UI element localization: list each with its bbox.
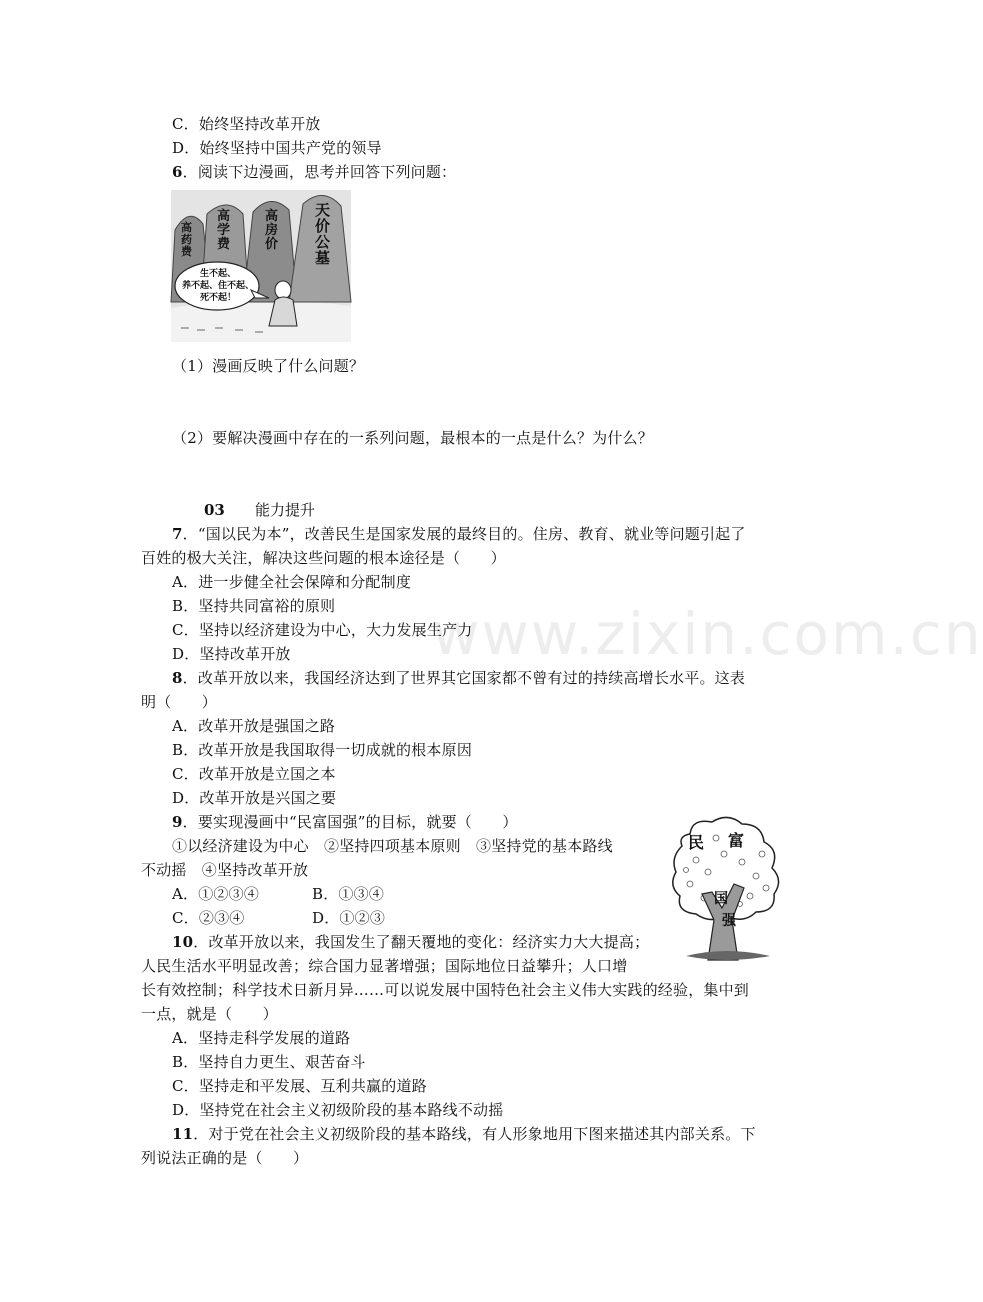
tree-label-min: 民 <box>688 833 705 852</box>
watermark: www.zixin.com.cn <box>432 600 983 668</box>
q8-option-a: A．改革开放是强国之路 <box>172 717 336 735</box>
mountain-label-3: 高房价 <box>265 209 279 252</box>
mountain-label-4: 天价公墓 <box>315 201 331 267</box>
q10-text: ．改革开放以来，我国发生了翻天覆地的变化：经济实力大大提高； <box>193 933 650 951</box>
q10-stem-line-3: 长有效控制；科学技术日新月异……可以说发展中国特色社会主义伟大实践的经验，集中到 <box>141 981 750 999</box>
q9-text: ．要实现漫画中“民富国强”的目标，就要（ ） <box>182 813 518 831</box>
q11-text: ．对于党在社会主义初级阶段的基本路线，有人形象地用下图来描述其内部关系。下 <box>193 1125 756 1143</box>
q6-number: 6 <box>172 163 183 181</box>
section-number: 03 <box>204 501 225 519</box>
q11-number: 11 <box>172 1125 194 1143</box>
q10-stem-line-4: 一点，就是（ ） <box>141 1005 278 1023</box>
cartoon-mountains <box>171 190 351 342</box>
mountain-label-1: 高药费 <box>181 221 192 258</box>
q9-items-line-1: ①以经济建设为中心 ②坚持四项基本原则 ③坚持党的基本路线 <box>172 837 613 855</box>
q10-stem-line-2: 人民生活水平明显改善；综合国力显著增强；国际地位日益攀升；人口增 <box>141 957 628 975</box>
q10-option-b: B．坚持自力更生、艰苦奋斗 <box>172 1053 366 1071</box>
speech-line-1: 生不起、 <box>199 269 236 279</box>
q7-stem-line-1 <box>172 524 746 544</box>
q7-text: ．“国以民为本”，改善民生是国家发展的最终目的。住房、教育、就业等问题引起了 <box>182 525 746 543</box>
q9-items-line-2: 不动摇 ④坚持改革开放 <box>141 861 309 879</box>
q9-option-a: A．①②③④ <box>172 885 260 903</box>
speech-bubble <box>179 268 257 304</box>
mountain-label-2: 高学费 <box>217 209 231 252</box>
q5-option-c: C．始终坚持改革开放 <box>172 115 321 133</box>
tree-label-qiang: 强 <box>722 913 736 929</box>
tree-label-guo: 国 <box>714 891 728 907</box>
q11-stem-line-1 <box>172 1124 756 1144</box>
q7-option-b: B．坚持共同富裕的原则 <box>172 597 336 615</box>
q7-option-c: C．坚持以经济建设为中心，大力发展生产力 <box>172 621 473 639</box>
speech-line-2: 养不起、住不起、 <box>181 281 254 291</box>
q7-stem-line-2: 百姓的极大关注，解决这些问题的根本途径是（ ） <box>141 549 506 567</box>
q8-stem-line-1 <box>172 668 745 688</box>
q8-option-d: D．改革开放是兴国之要 <box>172 789 337 807</box>
q8-option-c: C．改革开放是立国之本 <box>172 765 336 783</box>
q7-option-a: A．进一步健全社会保障和分配制度 <box>172 573 412 591</box>
q8-number: 8 <box>172 669 183 687</box>
q9-option-c: C．②③④ <box>172 909 245 927</box>
q6-text: ．阅读下边漫画，思考并回答下列问题： <box>182 163 457 181</box>
q6-subquestion-1: （1）漫画反映了什么问题？ <box>172 357 365 375</box>
q8-text: ．改革开放以来，我国经济达到了世界其它国家都不曾有过的持续高增长水平。这表 <box>182 669 746 687</box>
q8-option-b: B．改革开放是我国取得一切成就的根本原因 <box>172 741 473 759</box>
tree-label-fu: 富 <box>728 831 745 850</box>
q9-option-d: D．①②③ <box>312 909 386 927</box>
q7-number: 7 <box>172 525 183 543</box>
speech-line-3: 死不起！ <box>199 293 236 303</box>
q8-stem-line-2: 明（ ） <box>141 693 218 711</box>
q10-option-c: C．坚持走和平发展、互利共赢的道路 <box>172 1077 427 1095</box>
q10-number: 10 <box>172 933 194 951</box>
q7-option-d: D．坚持改革开放 <box>172 645 291 663</box>
section-title: 能力提升 <box>255 501 316 519</box>
q9-option-b: B．①③④ <box>312 885 385 903</box>
q10-option-d: D．坚持党在社会主义初级阶段的基本路线不动摇 <box>172 1101 504 1119</box>
q9-number: 9 <box>172 813 183 831</box>
q11-stem-line-2: 列说法正确的是（ ） <box>141 1149 309 1167</box>
q6-subquestion-2: （2）要解决漫画中存在的一系列问题，最根本的一点是什么？为什么？ <box>172 429 653 447</box>
q6-stem <box>172 162 456 182</box>
q9-stem <box>172 812 518 832</box>
q10-stem-line-1 <box>172 932 649 952</box>
q5-option-d: D．始终坚持中国共产党的领导 <box>172 139 382 157</box>
cartoon-tree <box>666 810 784 964</box>
q10-option-a: A．坚持走科学发展的道路 <box>172 1029 351 1047</box>
